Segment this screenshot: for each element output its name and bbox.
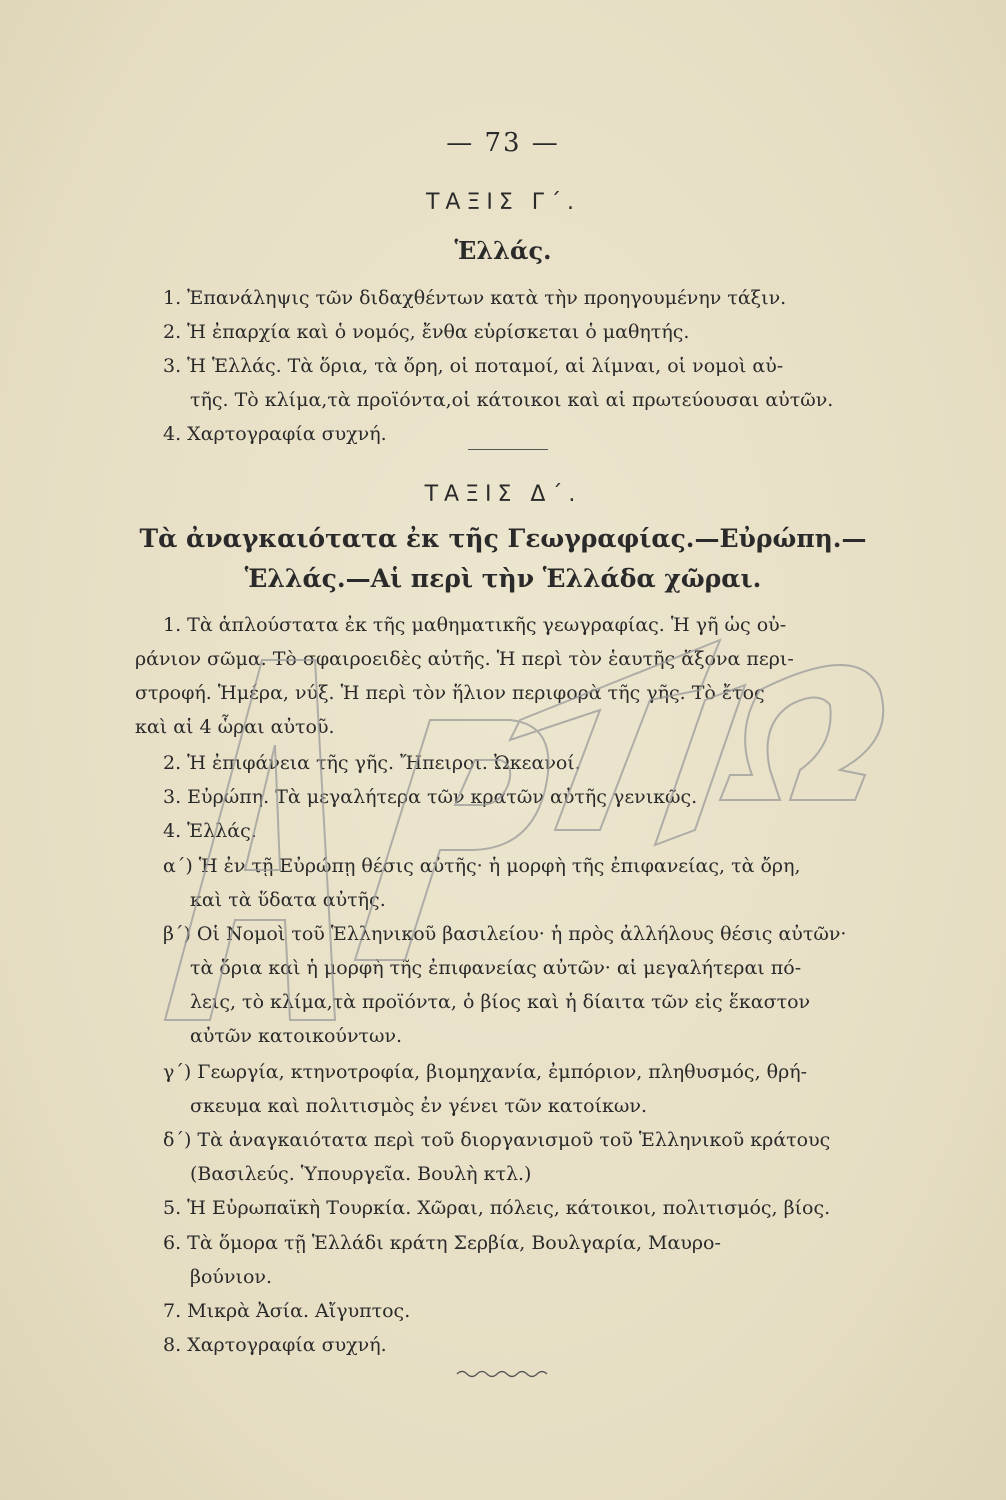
class-d-line: 6. Τὰ ὅμορα τῇ Ἑλλάδι κράτη Σερβία, Βουλγαρία, Μαυρο- <box>163 1232 721 1254</box>
class-d-line: 4. Ἑλλάς. <box>163 820 257 842</box>
class-d-line: λεις, τὸ κλίμα,τὰ προϊόντα, ὁ βίος καὶ ἡ δίαιτα τῶν εἰς ἕκαστον <box>190 991 811 1013</box>
class-c-subtitle: Ἑλλάς. <box>454 236 552 265</box>
class-d-line: (Βασιλεύς. Ὑπουργεῖα. Βουλὴ κτλ.) <box>190 1163 532 1185</box>
class-d-line: τὰ ὅρια καὶ ἡ μορφὴ τῆς ἐπιφανείας αὐτῶν· αἱ μεγαλήτεραι πό- <box>190 957 802 979</box>
class-d-line: στροφή. Ἡμέρα, νύξ. Ἡ περὶ τὸν ἥλιον περιφορὰ τῆς γῆς. Τὸ ἔτος <box>135 682 765 704</box>
class-d-line: α΄) Ἡ ἐν τῇ Εὐρώπῃ θέσις αὐτῆς· ἡ μορφὴ τῆς ἐπιφανείας, τὰ ὄρη, <box>163 855 801 877</box>
class-c-line: 4. Χαρτογραφία συχνή. <box>163 423 387 445</box>
class-c-line: 2. Ἡ ἐπαρχία καὶ ὁ νομός, ἔνθα εὑρίσκεται ὁ μαθητής. <box>163 321 690 343</box>
class-c-line: 3. Ἡ Ἑλλάς. Τὰ ὅρια, τὰ ὄρη, οἱ ποταμοί, αἱ λίμναι, οἱ νομοὶ αὐ- <box>163 355 784 377</box>
class-c-line: 1. Ἐπανάληψις τῶν διδαχθέντων κατὰ τὴν προηγουμένην τάξιν. <box>163 287 787 309</box>
class-d-line: 5. Ἡ Εὐρωπαϊκὴ Τουρκία. Χῶραι, πόλεις, κάτοικοι, πολιτισμός, βίος. <box>163 1197 831 1219</box>
end-ornament <box>455 1368 555 1380</box>
class-d-line: 2. Ἡ ἐπιφάνεια τῆς γῆς. Ἤπειροι. Ὠκεανοί. <box>163 752 581 774</box>
class-d-line: σκευμα καὶ πολιτισμὸς ἐν γένει τῶν κατοίκων. <box>190 1095 647 1117</box>
class-d-title: ΤΑΞΙΣ Δ΄. <box>424 482 582 507</box>
class-d-heading-line2: Ἑλλάς.—Αἱ περὶ τὴν Ἑλλάδα χῶραι. <box>244 564 762 593</box>
class-d-line: αὐτῶν κατοικούντων. <box>190 1025 403 1047</box>
class-d-line: καὶ αἱ 4 ὧραι αὐτοῦ. <box>135 716 335 738</box>
class-c-line: τῆς. Τὸ κλίμα,τὰ προϊόντα,οἱ κάτοικοι καὶ αἱ πρωτεύουσαι αὐτῶν. <box>190 389 834 411</box>
class-d-line: 1. Τὰ ἁπλούστατα ἐκ τῆς μαθηματικῆς γεωγραφίας. Ἡ γῆ ὡς οὐ- <box>163 614 787 636</box>
class-d-line: 8. Χαρτογραφία συχνή. <box>163 1334 387 1356</box>
section-divider <box>468 449 548 450</box>
class-d-line: δ΄) Τὰ ἀναγκαιότατα περὶ τοῦ διοργανισμοῦ τοῦ Ἑλληνικοῦ κράτους <box>163 1129 831 1151</box>
class-d-line: 3. Εὐρώπη. Τὰ μεγαλήτερα τῶν κρατῶν αὐτῆς γενικῶς. <box>163 786 698 808</box>
class-d-line: 7. Μικρὰ Ἀσία. Αἴγυπτος. <box>163 1300 411 1322</box>
class-d-line: ράνιον σῶμα. Τὸ σφαιροειδὲς αὐτῆς. Ἡ περὶ τὸν ἑαυτῆς ἄξονα περι- <box>135 648 794 670</box>
class-d-heading-line1: Τὰ ἀναγκαιότατα ἐκ τῆς Γεωγραφίας.—Εὐρώπη.— <box>139 524 867 553</box>
class-d-line: καὶ τὰ ὕδατα αὐτῆς. <box>190 889 386 911</box>
class-d-line: β΄) Οἱ Νομοὶ τοῦ Ἑλληνικοῦ βασιλείου· ἡ πρὸς ἀλλήλους θέσις αὐτῶν· <box>163 923 847 945</box>
class-c-title: ΤΑΞΙΣ Γ΄. <box>425 190 581 215</box>
page-number: — 73 — <box>446 128 560 158</box>
class-d-line: βούνιον. <box>190 1266 273 1288</box>
class-d-line: γ΄) Γεωργία, κτηνοτροφία, βιομηχανία, ἐμπόριον, πληθυσμός, θρή- <box>163 1061 808 1083</box>
